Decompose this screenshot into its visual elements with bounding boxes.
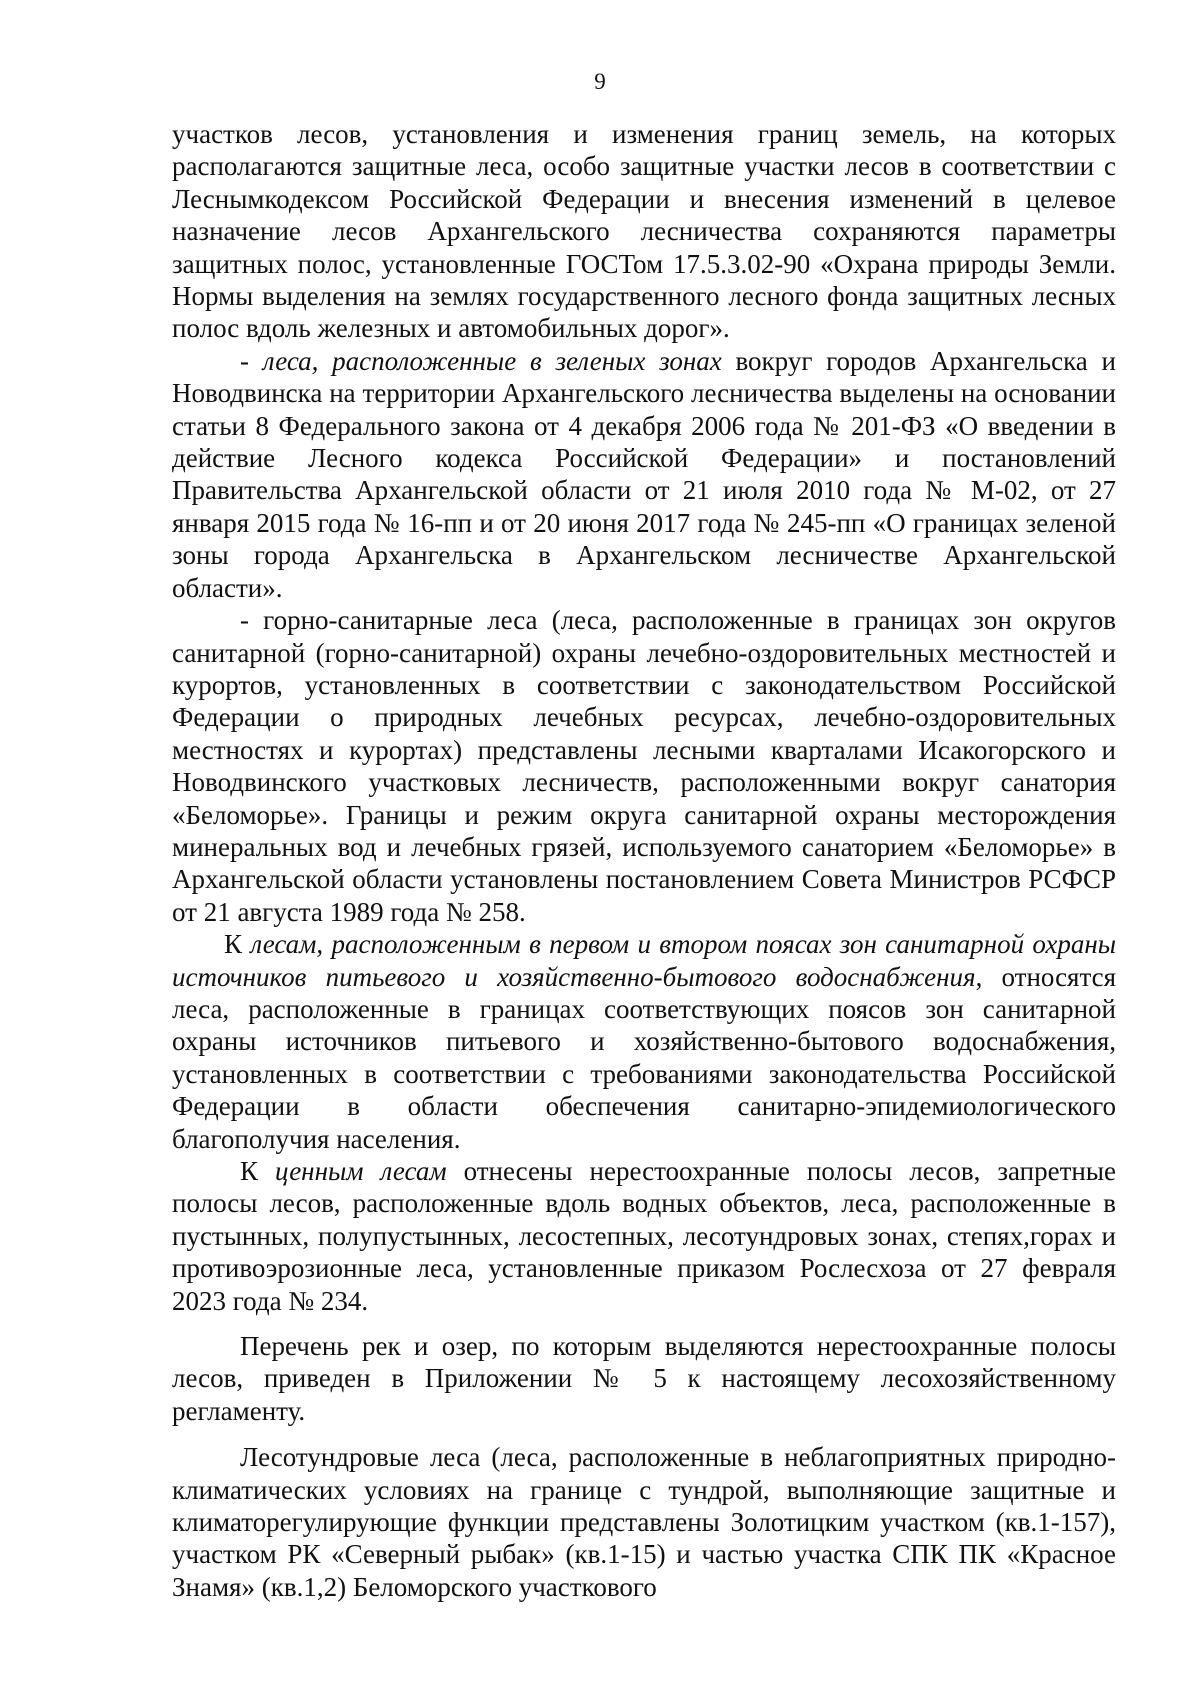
paragraph-text: отнесены нерестоохранные полосы лесов, запретные полосы лесов, расположенные вдоль водных объектов, леса, расположенные в пустынных, полупустынных, лесостепных, лесотундровых зонах, степях,горах и противоэрозионные леса, установленные приказом Рослесхоза от 27 февраля 2023 года № 234. (172, 1156, 1116, 1316)
paragraph-forest-tundra (172, 1441, 1116, 1603)
paragraph-valuable-forests (172, 1155, 1116, 1317)
paragraph-italic-term: лесам, расположенным в первом и втором поясах зон санитарной охраны источников питьевого и хозяйственно-бытового водоснабжения (172, 929, 1116, 992)
paragraph-rivers-list (172, 1330, 1116, 1427)
paragraph-sanitary-forests (172, 604, 1116, 928)
paragraph-text: - (240, 345, 263, 376)
paragraph-water-supply-forests (172, 928, 1116, 1155)
paragraph-green-zones (172, 345, 1116, 604)
paragraph-text: К (224, 929, 251, 960)
paragraph-italic-term: ценным лесам (275, 1156, 447, 1186)
paragraph-italic-term: леса, расположенные в зеленых зонах (262, 345, 722, 376)
paragraph-text: К (240, 1156, 276, 1186)
paragraph-text: - горно-санитарные леса (леса, расположенные в границах зон округов санитарной (горно-санитарной) охраны лечебно-оздоровительных местностей и курортов, установленных в соответствии с законодательством Российской Федерации о природных лечебных ресурсах, лечебно-оздоровительных местностях и курортах) представлены лесными кварталами Исакогорского и Новодвинского участковых лесничеств, расположенными вокруг санатория «Беломорье». Границы и режим округа санитарной охраны месторождения минеральных вод и лечебных грязей, используемого санаторием «Беломорье» в Архангельской области установлены постановлением Совета Министров РСФСР от 21 августа 1989 года № 258. (172, 605, 1116, 927)
paragraph-forest-boundaries (172, 118, 1116, 345)
paragraph-text: участков лесов, установления и изменения границ земель, на которых располагаются защитные леса, особо защитные участки лесов в соответствии с Леснымкодексом Российской Федерации и внесения изменений в целевое назначение лесов Архангельского лесничества сохраняются параметры защитных полос, установленные ГОСТом 17.5.3.02-90 «Охрана природы Земли. Нормы выделения на землях государственного лесного фонда защитных лесных полос вдоль железных и автомобильных дорог». (172, 119, 1116, 344)
document-body (172, 118, 1116, 1603)
paragraph-text: Перечень рек и озер, по которым выделяются нерестоохранные полосы лесов, приведен в Приложении № 5 к настоящему лесохозяйственному регламенту. (172, 1331, 1116, 1426)
paragraph-text: вокруг городов Архангельска и Новодвинска на территории Архангельского лесничества выделены на основании статьи 8 Федерального закона от 4 декабря 2006 года № 201-ФЗ «О введении в действие Лесного кодекса Российской Федерации» и постановлений Правительства Архангельской области от 21 июля 2010 года № М-02, от 27 января 2015 года № 16-пп и от 20 июня 2017 года № 245-пп «О границах зеленой зоны города Архангельска в Архангельском лесничестве Архангельской области». (172, 345, 1116, 603)
paragraph-text: , относятся леса, расположенные в границах соответствующих поясов зон санитарной охраны источников питьевого и хозяйственно-бытового водоснабжения, установленных в соответствии с требованиями законодательства Российской Федерации в области обеспечения санитарно-эпидемиологического благополучия населения. (172, 961, 1117, 1154)
page-number: 9 (594, 69, 606, 94)
paragraph-text: Лесотундровые леса (леса, расположенные в неблагоприятных природно-климатических условиях на границе с тундрой, выполняющие защитные и климаторегулирующие функции представлены Золотицким участком (кв.1-157), участком РК «Северный рыбак» (кв.1-15) и частью участка СПК ПК «Красное Знамя» (кв.1,2) Беломорского участкового (172, 1442, 1116, 1602)
